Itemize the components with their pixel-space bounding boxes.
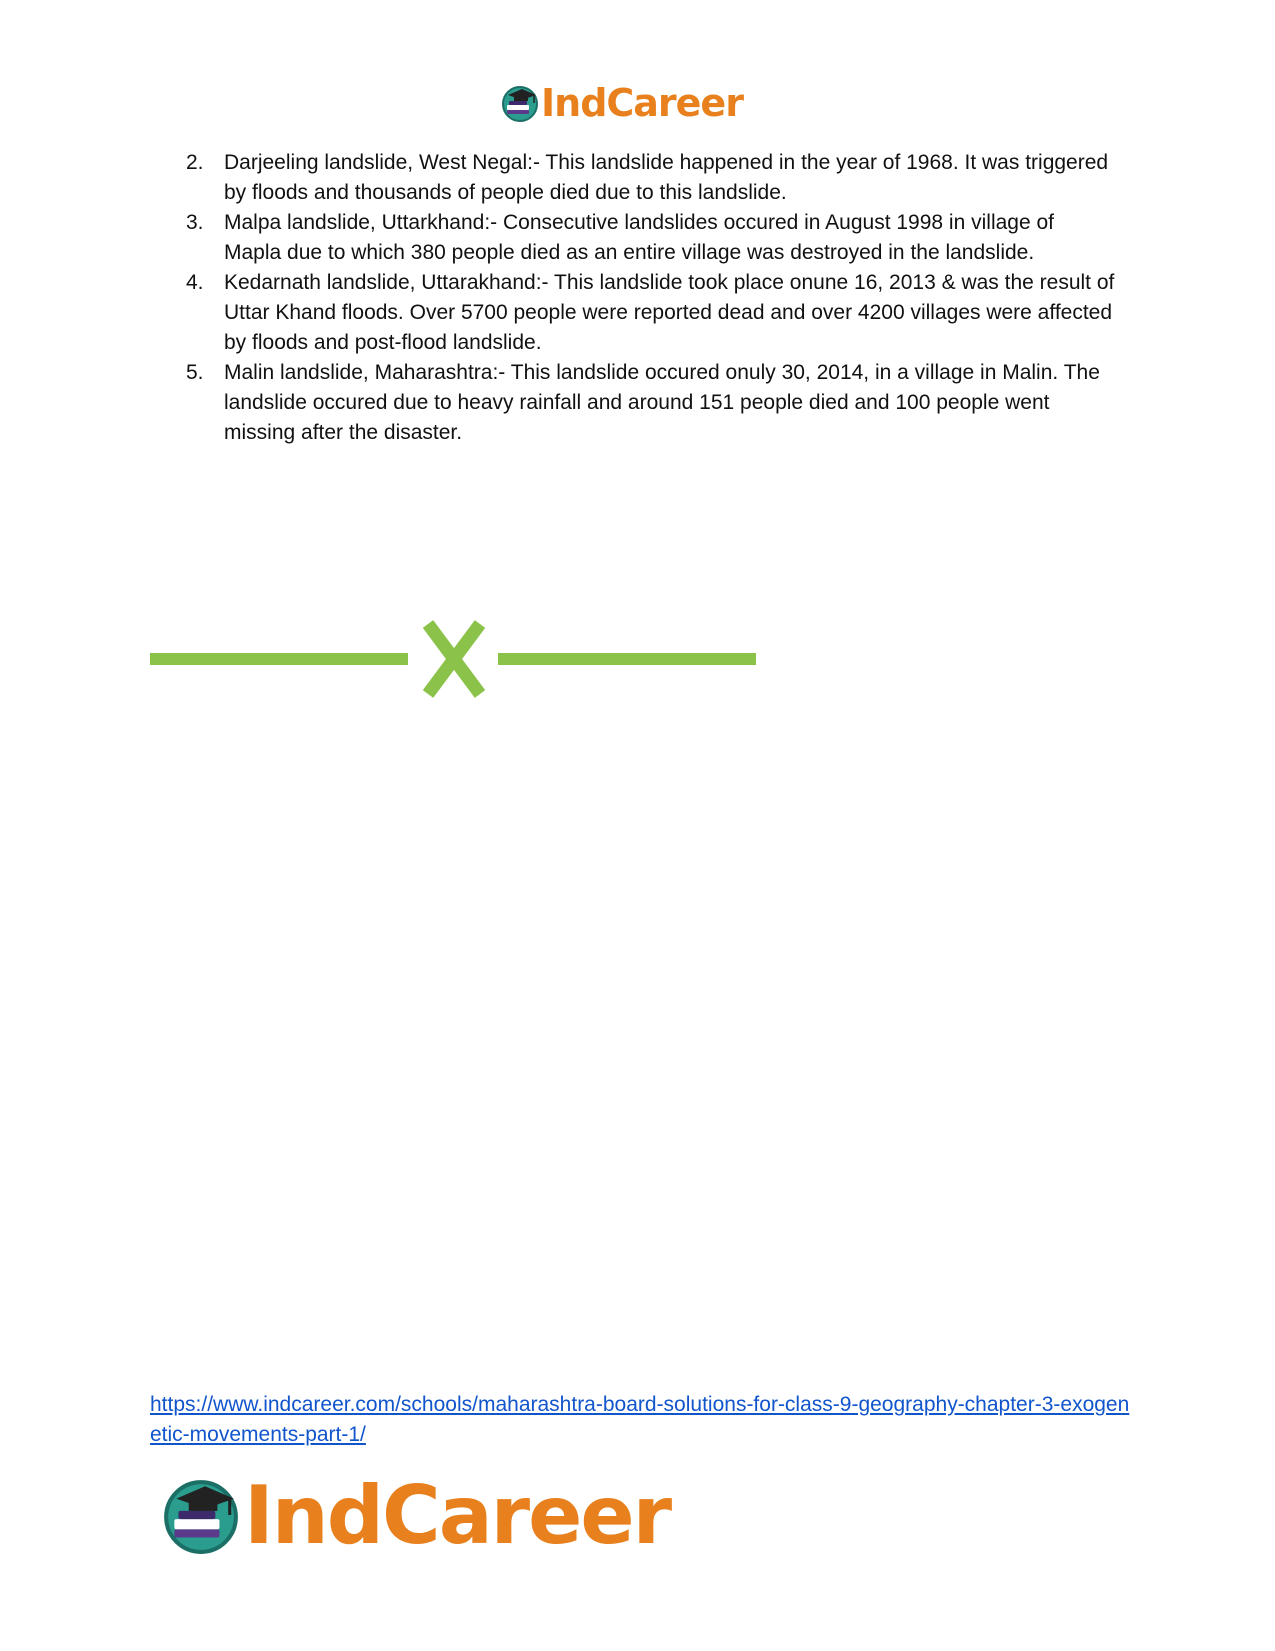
list-item [186, 358, 1116, 448]
logo-text: IndCareer [244, 1468, 671, 1562]
list-item [186, 148, 1116, 208]
footer-logo [160, 1470, 670, 1560]
list-item-number: 4. [186, 271, 204, 294]
source-link[interactable]: https://www.indcareer.com/schools/maharashtra-board-solutions-for-class-9-geography-chapter-3-exogenetic-movements-part-1/ [150, 1393, 1130, 1446]
landslide-list-section [186, 148, 1116, 448]
list-item [186, 208, 1116, 268]
header-logo [500, 80, 743, 126]
list-item-number: 3. [186, 211, 204, 234]
graduation-book-globe-icon [500, 83, 540, 123]
list-item-number: 2. [186, 151, 204, 174]
landslide-list [186, 148, 1116, 448]
x-mark-icon [150, 618, 760, 698]
list-item [186, 268, 1116, 358]
list-item-text: Malin landslide, Maharashtra:- This landslide occured onuly 30, 2014, in a village in Malin. The landslide occured due to heavy rainfall and around 151 people died and 100 people went missing after the disaster. [224, 361, 1100, 444]
list-item-text: Darjeeling landslide, West Negal:- This landslide happened in the year of 1968. It was triggered by floods and thousands of people died due to this landslide. [224, 151, 1109, 204]
logo-text: IndCareer [541, 81, 743, 125]
list-item-number: 5. [186, 361, 204, 384]
section-divider [150, 618, 760, 698]
list-item-text: Kedarnath landslide, Uttarakhand:- This landslide took place onune 16, 2013 & was the result of Uttar Khand floods. Over 5700 people were reported dead and over 4200 villages were affected by floods and post-flood landslide. [224, 271, 1115, 354]
list-item-text: Malpa landslide, Uttarkhand:- Consecutive landslides occured in August 1998 in village of Mapla due to which 380 people died as an entire village was destroyed in the landslide. [224, 211, 1054, 264]
graduation-book-globe-icon [160, 1474, 242, 1556]
